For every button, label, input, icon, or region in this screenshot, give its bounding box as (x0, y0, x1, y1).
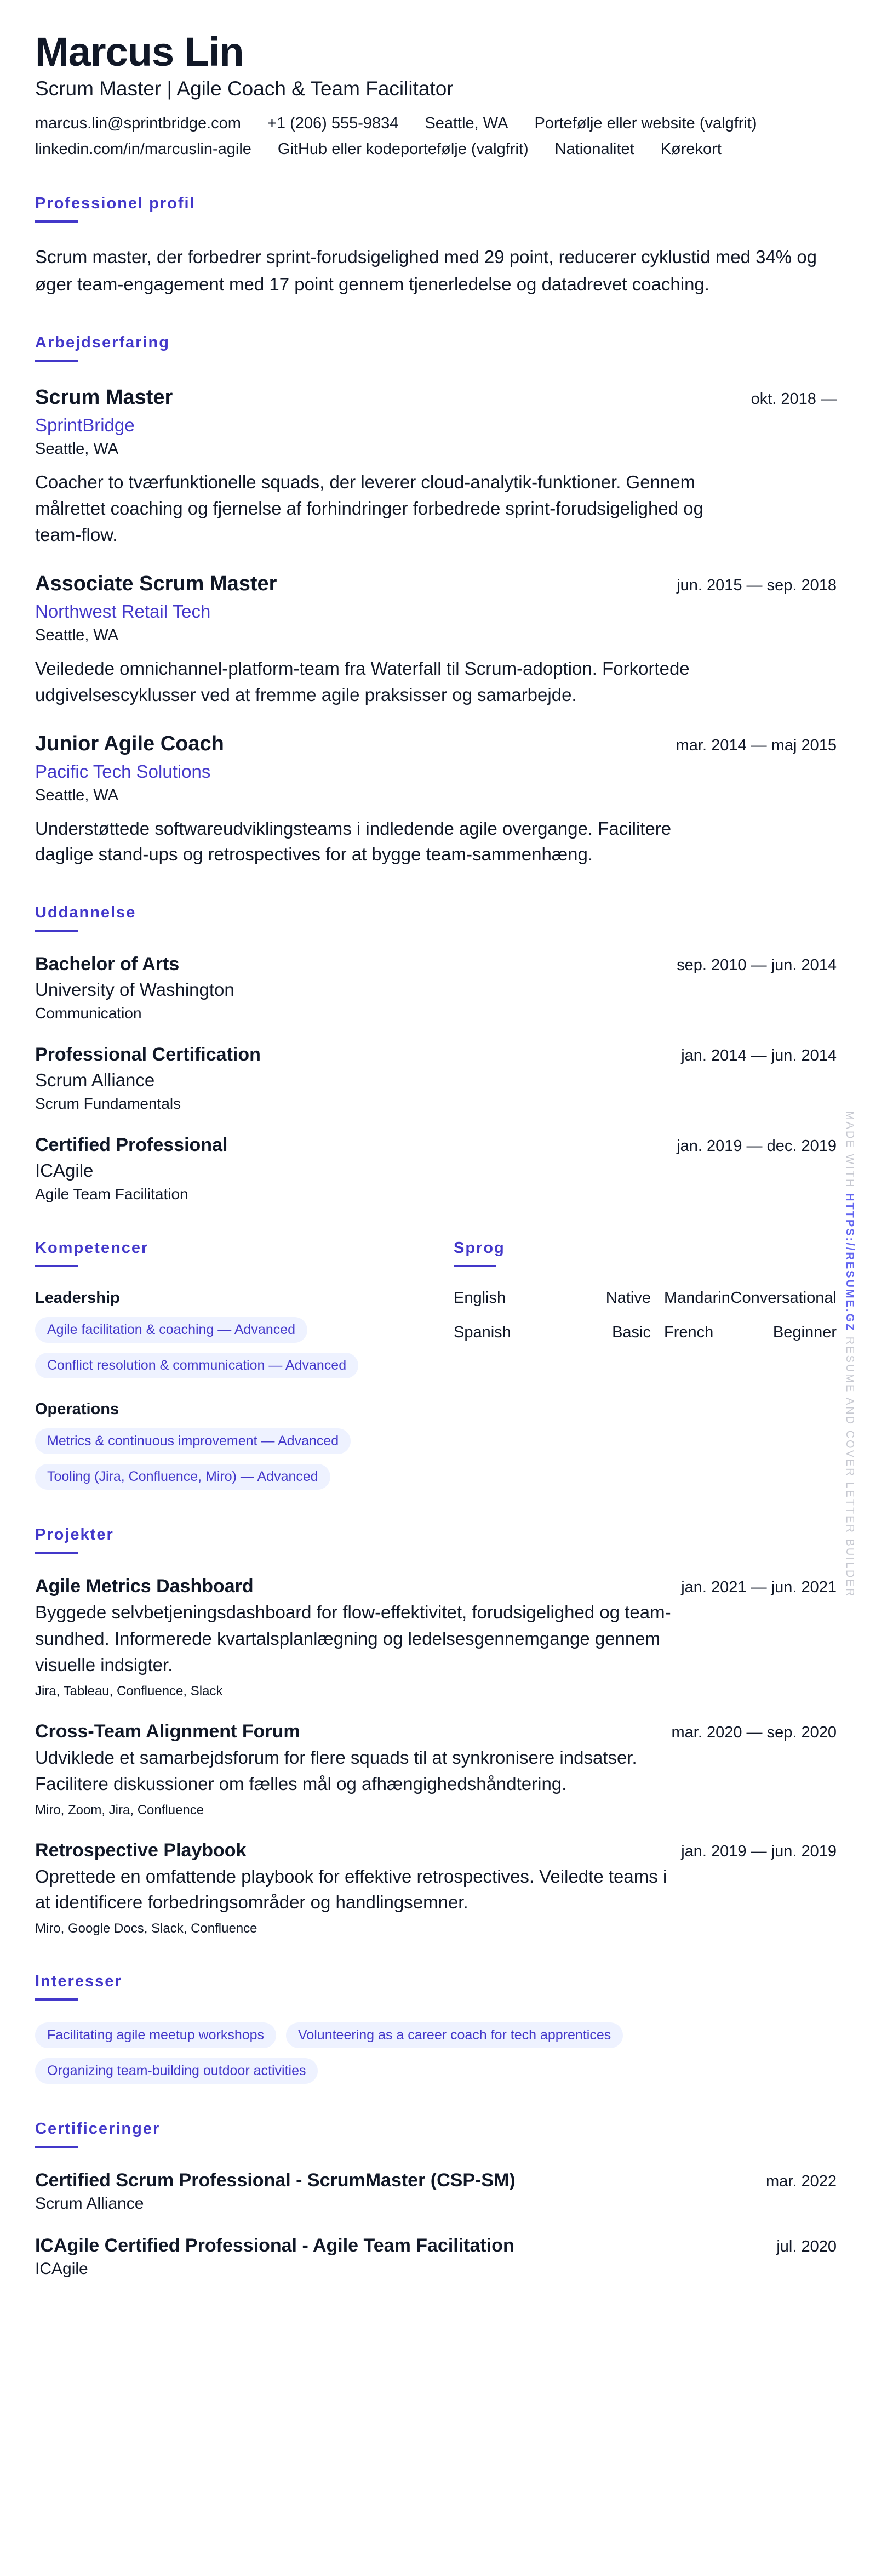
contact-drivers-license: Kørekort (660, 140, 722, 158)
education-entry (35, 1044, 837, 1113)
job-date: okt. 2018 — (751, 390, 837, 408)
skill-group (35, 1289, 454, 1378)
languages-section (454, 1239, 837, 1490)
contact-email[interactable]: marcus.lin@sprintbridge.com (35, 115, 241, 133)
contact-linkedin[interactable]: linkedin.com/in/marcuslin-agile (35, 140, 251, 158)
education-entry (35, 954, 837, 1022)
certification-date: mar. 2022 (766, 2173, 837, 2191)
skills-languages-row (35, 1239, 837, 1490)
interests-section (35, 1973, 837, 2084)
certifications-section (35, 2120, 837, 2278)
job-date: mar. 2014 — maj 2015 (676, 736, 837, 754)
project-entry (35, 1721, 837, 1818)
resume-header (35, 30, 837, 158)
contact-location: Seattle, WA (425, 115, 508, 133)
section-title: Interesser (35, 1973, 837, 2001)
job-position: Junior Agile Coach (35, 732, 224, 755)
candidate-headline: Scrum Master | Agile Coach & Team Facilitator (35, 77, 454, 100)
skill-chip: Agile facilitation & coaching — Advanced (35, 1317, 307, 1343)
skill-chip: Metrics & continuous improvement — Advanced (35, 1428, 351, 1454)
job-date: jun. 2015 — sep. 2018 (677, 576, 837, 594)
contact-portfolio[interactable]: Portefølje eller website (valgfrit) (534, 115, 757, 133)
education-area: Scrum Fundamentals (35, 1095, 181, 1113)
section-title: Certificeringer (35, 2120, 837, 2148)
job-description: Veiledede omnichannel-platform-team fra Waterfall til Scrum-adoption. Forkortede udgivelsescyklusser ved at fremme agile praksisser og samarbejde. (35, 658, 690, 705)
skills-section (35, 1239, 454, 1490)
experience-entry (35, 732, 837, 868)
education-area: Agile Team Facilitation (35, 1186, 188, 1203)
section-title: Uddannelse (35, 904, 837, 932)
watermark-link[interactable]: HTTPS://RESUME.GZ (844, 1193, 856, 1332)
language-name: English (454, 1289, 506, 1307)
language-level: Basic (612, 1324, 651, 1342)
skill-chip: Conflict resolution & communication — Advanced (35, 1353, 358, 1378)
section-title: Projekter (35, 1526, 837, 1554)
contact-github[interactable]: GitHub eller kodeportefølje (valgfrit) (277, 140, 529, 158)
job-company: SprintBridge (35, 415, 135, 436)
language-level: Native (605, 1289, 651, 1307)
section-title: Sprog (454, 1239, 837, 1267)
education-degree: Professional Certification (35, 1044, 261, 1065)
job-position: Associate Scrum Master (35, 572, 277, 595)
section-title: Arbejdserfaring (35, 334, 837, 362)
job-company: Northwest Retail Tech (35, 601, 211, 622)
candidate-name: Marcus Lin (35, 29, 244, 75)
project-date: mar. 2020 — sep. 2020 (671, 1723, 837, 1741)
interest-chip: Facilitating agile meetup workshops (35, 2022, 276, 2048)
skill-group-name: Operations (35, 1400, 119, 1418)
education-institution: ICAgile (35, 1160, 94, 1181)
project-name: Cross-Team Alignment Forum (35, 1720, 300, 1742)
language-level: Beginner (772, 1324, 837, 1342)
contact-phone[interactable]: +1 (206) 555-9834 (267, 115, 399, 133)
experience-entry (35, 386, 837, 548)
education-date: jan. 2014 — jun. 2014 (681, 1047, 837, 1065)
skill-group (35, 1400, 454, 1490)
certification-issuer: ICAgile (35, 2260, 88, 2278)
certification-entry (35, 2170, 837, 2213)
education-degree: Certified Professional (35, 1135, 228, 1156)
project-description: Oprettede en omfattende playbook for effektive retrospectives. Veiledte teams i at identificere forbedringsområder og handlingsemner. (35, 1866, 667, 1913)
job-description: Understøttede softwareudviklingsteams i indledende agile overgange. Facilitere daglige stand-ups og retrospectives for at bygge team-sammenhæng. (35, 818, 672, 865)
skill-group-name: Leadership (35, 1289, 120, 1307)
project-keywords: Miro, Google Docs, Slack, Confluence (35, 1921, 257, 1936)
project-date: jan. 2021 — jun. 2021 (681, 1578, 837, 1597)
certification-date: jul. 2020 (776, 2238, 837, 2256)
project-entry (35, 1576, 837, 1699)
project-name: Agile Metrics Dashboard (35, 1576, 254, 1597)
project-description: Udviklede et samarbejdsforum for flere squads til at synkronisere indsatser. Facilitere diskussioner om fælles mål og afhængighedshåndtering. (35, 1747, 637, 1794)
watermark-prefix: MADE WITH (844, 1111, 856, 1189)
project-keywords: Jira, Tableau, Confluence, Slack (35, 1683, 223, 1699)
project-name: Retrospective Playbook (35, 1839, 247, 1861)
education-institution: University of Washington (35, 979, 234, 1000)
summary-section (35, 195, 837, 298)
certification-name: Certified Scrum Professional - ScrumMaster (CSP-SM) (35, 2170, 516, 2191)
education-degree: Bachelor of Arts (35, 954, 180, 975)
certification-entry (35, 2235, 837, 2278)
project-keywords: Miro, Zoom, Jira, Confluence (35, 1802, 204, 1817)
skill-chip: Tooling (Jira, Confluence, Miro) — Advanced (35, 1464, 330, 1490)
project-entry (35, 1840, 837, 1937)
education-area: Communication (35, 1005, 142, 1022)
interest-chip: Organizing team-building outdoor activities (35, 2058, 318, 2084)
projects-section (35, 1526, 837, 1936)
summary-text: Scrum master, der forbedrer sprint-forudsigelighed med 29 point, reducerer cyklustid med 34% og øger team-engagement med 17 point gennem tjenerledelse og datadrevet coaching. (35, 247, 817, 294)
job-location: Seattle, WA (35, 440, 119, 458)
language-name: Spanish (454, 1324, 511, 1342)
contact-nationality: Nationalitet (554, 140, 634, 158)
education-institution: Scrum Alliance (35, 1070, 155, 1091)
education-section (35, 904, 837, 1203)
job-location: Seattle, WA (35, 786, 119, 804)
language-name: French (664, 1324, 714, 1342)
education-entry (35, 1135, 837, 1203)
education-date: sep. 2010 — jun. 2014 (677, 956, 837, 974)
certification-name: ICAgile Certified Professional - Agile Team Facilitation (35, 2235, 514, 2256)
education-date: jan. 2019 — dec. 2019 (677, 1137, 837, 1155)
job-company: Pacific Tech Solutions (35, 761, 211, 782)
experience-section (35, 334, 837, 868)
job-position: Scrum Master (35, 386, 173, 409)
languages-grid (454, 1289, 837, 1342)
certification-issuer: Scrum Alliance (35, 2195, 144, 2213)
watermark-suffix: RESUME AND COVER LETTER BUILDER (844, 1336, 856, 1598)
contact-list (35, 115, 837, 158)
interest-chip: Volunteering as a career coach for tech apprentices (286, 2022, 623, 2048)
project-date: jan. 2019 — jun. 2019 (681, 1842, 837, 1860)
experience-entry (35, 572, 837, 708)
made-with-watermark (843, 1111, 856, 1598)
section-title: Professionel profil (35, 195, 837, 223)
language-level: Conversational (730, 1289, 837, 1307)
job-location: Seattle, WA (35, 626, 119, 644)
section-title: Kompetencer (35, 1239, 454, 1267)
project-description: Byggede selvbetjeningsdashboard for flow-effektivitet, forudsigelighed og team-sundhed. Informerede kvartalsplanlægning og ledelsesgennemgange gennem visuelle indsigter. (35, 1602, 671, 1675)
resume-page (35, 30, 837, 2278)
language-name: Mandarin (664, 1289, 730, 1307)
job-description: Coacher to tværfunktionelle squads, der leverer cloud-analytik-funktioner. Gennem målrettet coaching og fjernelse af forhindringer forbedrede sprint-forudsigelighed og team-flow. (35, 472, 703, 545)
